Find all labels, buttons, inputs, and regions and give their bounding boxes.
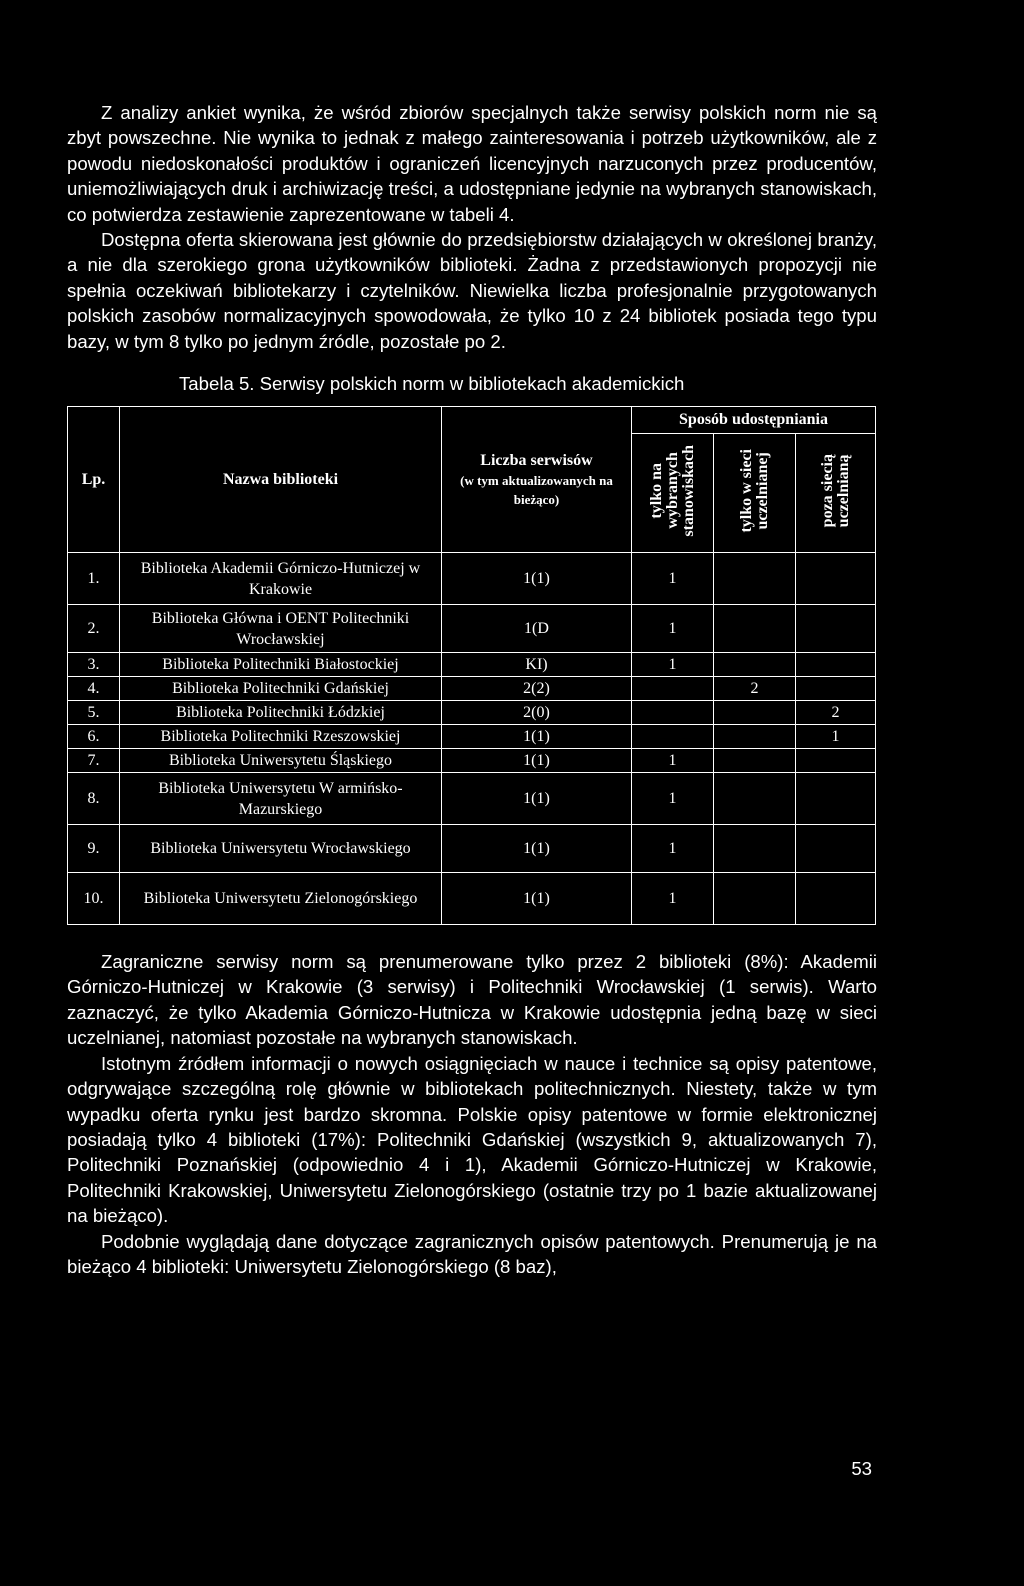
row-name: Biblioteka Główna i OENT Politechniki Wrocławskiej bbox=[120, 605, 442, 653]
row-c3: 2 bbox=[796, 701, 876, 725]
row-name: Biblioteka Politechniki Gdańskiej bbox=[120, 677, 442, 701]
row-c1: 1 bbox=[632, 873, 714, 925]
row-c2 bbox=[714, 749, 796, 773]
header-access-group: Sposób udostępniania bbox=[632, 407, 876, 434]
row-c3 bbox=[796, 873, 876, 925]
table-row bbox=[68, 653, 876, 677]
row-lp: 2. bbox=[68, 605, 120, 653]
table-row bbox=[68, 873, 876, 925]
row-c3: 1 bbox=[796, 725, 876, 749]
table-row bbox=[68, 825, 876, 873]
table-row bbox=[68, 749, 876, 773]
row-lp: 4. bbox=[68, 677, 120, 701]
row-c1 bbox=[632, 677, 714, 701]
row-c1: 1 bbox=[632, 605, 714, 653]
page-body bbox=[67, 100, 877, 1279]
row-lp: 5. bbox=[68, 701, 120, 725]
page-number: 53 bbox=[851, 1458, 872, 1479]
row-c2 bbox=[714, 701, 796, 725]
row-c3 bbox=[796, 653, 876, 677]
row-lp: 7. bbox=[68, 749, 120, 773]
row-lp: 3. bbox=[68, 653, 120, 677]
row-count: 1(1) bbox=[442, 773, 632, 825]
row-count: 1(D bbox=[442, 605, 632, 653]
row-c1 bbox=[632, 701, 714, 725]
norms-table bbox=[67, 406, 876, 925]
row-c1: 1 bbox=[632, 653, 714, 677]
row-count: 2(2) bbox=[442, 677, 632, 701]
row-c3 bbox=[796, 553, 876, 605]
row-c2 bbox=[714, 653, 796, 677]
paragraph-5: Podobnie wyglądają dane dotyczące zagranicznych opisów patentowych. Prenumerują je na bieżąco 4 biblioteki: Uniwersytetu Zielonogórskiego (8 baz), bbox=[67, 1230, 877, 1277]
row-c1: 1 bbox=[632, 773, 714, 825]
header-col-outside-label: poza siecią uczelnianą bbox=[818, 453, 852, 528]
bottom-text bbox=[67, 949, 877, 1279]
row-c1: 1 bbox=[632, 553, 714, 605]
row-c3 bbox=[796, 749, 876, 773]
row-name: Biblioteka Politechniki Białostockiej bbox=[120, 653, 442, 677]
row-c1: 1 bbox=[632, 749, 714, 773]
row-count: 2(0) bbox=[442, 701, 632, 725]
row-count: KI) bbox=[442, 653, 632, 677]
header-name: Nazwa biblioteki bbox=[120, 407, 442, 553]
header-col-intranet bbox=[714, 434, 796, 553]
row-name: Biblioteka Politechniki Łódzkiej bbox=[120, 701, 442, 725]
table-caption: Tabela 5. Serwisy polskich norm w bibliotekach akademickich bbox=[179, 373, 685, 395]
row-c3 bbox=[796, 773, 876, 825]
row-c2 bbox=[714, 553, 796, 605]
table-row bbox=[68, 677, 876, 701]
row-count: 1(1) bbox=[442, 873, 632, 925]
header-count-sub: (w tym aktualizowanych na bieżąco) bbox=[460, 472, 613, 507]
row-count: 1(1) bbox=[442, 749, 632, 773]
row-lp: 9. bbox=[68, 825, 120, 873]
row-name: Biblioteka Uniwersytetu Śląskiego bbox=[120, 749, 442, 773]
row-c3 bbox=[796, 605, 876, 653]
paragraph-3: Zagraniczne serwisy norm są prenumerowane tylko przez 2 biblioteki (8%): Akademii Górniczo-Hutniczej w Krakowie (3 serwisy) i Politechniki Wrocławskiej (1 serwis). Warto zaznaczyć, że tylko Akademia Górniczo-Hutnicza w Krakowie udostępnia jedną bazę w sieci uczelnianej, natomiast pozostałe na wybranych stanowiskach. bbox=[67, 951, 877, 1049]
row-lp: 1. bbox=[68, 553, 120, 605]
row-lp: 10. bbox=[68, 873, 120, 925]
row-lp: 6. bbox=[68, 725, 120, 749]
header-count-main: Liczba serwisów bbox=[480, 451, 593, 469]
paragraph-1: Z analizy ankiet wynika, że wśród zbiorów specjalnych także serwisy polskich norm nie są zbyt powszechne. Nie wynika to jednak z małego zainteresowania i potrzeb użytkowników, ale z powodu niedoskonałości produktów i ograniczeń licencyjnych narzuconych przez producentów, uniemożliwiających druk i archiwizację treści, a udostępniane jedynie na wybranych stanowiskach, co potwierdza zestawienie zaprezentowane w tabeli 4. bbox=[67, 102, 877, 225]
paragraph-2: Dostępna oferta skierowana jest głównie do przedsiębiorstw działających w określonej branży, a nie dla szerokiego grona użytkowników biblioteki. Żadna z przedstawionych propozycji nie spełnia oczekiwań bibliotekarzy i czytelników. Niewielka liczba profesjonalnie przygotowanych polskich zasobów normalizacyjnych spowodowała, że tylko 10 z 24 bibliotek posiada tego typu bazy, w tym 8 tylko po jednym źródle, pozostałe po 2. bbox=[67, 229, 877, 352]
row-c2: 2 bbox=[714, 677, 796, 701]
header-col-intranet-label: tylko w sieci uczelnianej bbox=[737, 448, 771, 533]
row-c2 bbox=[714, 605, 796, 653]
row-count: 1(1) bbox=[442, 553, 632, 605]
row-name: Biblioteka Uniwersytetu Zielonogórskiego bbox=[120, 873, 442, 925]
row-lp: 8. bbox=[68, 773, 120, 825]
row-c1: 1 bbox=[632, 825, 714, 873]
row-name: Biblioteka Politechniki Rzeszowskiej bbox=[120, 725, 442, 749]
row-name: Biblioteka Akademii Górniczo-Hutniczej w Krakowie bbox=[120, 553, 442, 605]
row-c3 bbox=[796, 677, 876, 701]
row-c2 bbox=[714, 873, 796, 925]
row-name: Biblioteka Uniwersytetu Wrocławskiego bbox=[120, 825, 442, 873]
paragraph-4: Istotnym źródłem informacji o nowych osiągnięciach w nauce i technice są opisy patentowe, odgrywające szczególną rolę głównie w bibliotekach politechnicznych. Niestety, także w tym wypadku oferta rynku jest bardzo skromna. Polskie opisy patentowe w formie elektronicznej posiadają tylko 4 biblioteki (17%): Politechniki Gdańskiej (wszystkich 9, aktualizowanych 7), Politechniki Poznańskiej (odpowiednio 4 i 1), Akademii Górniczo-Hutniczej w Krakowie, Politechniki Krakowskiej, Uniwersytetu Zielonogórskiego (ostatnie trzy po 1 bazie aktualizowanej na bieżąco). bbox=[67, 1052, 877, 1227]
table-row bbox=[68, 605, 876, 653]
table-row bbox=[68, 553, 876, 605]
row-count: 1(1) bbox=[442, 725, 632, 749]
table-row bbox=[68, 725, 876, 749]
row-c2 bbox=[714, 773, 796, 825]
row-count: 1(1) bbox=[442, 825, 632, 873]
header-col-outside bbox=[796, 434, 876, 553]
row-name: Biblioteka Uniwersytetu W armińsko-Mazurskiego bbox=[120, 773, 442, 825]
header-count bbox=[442, 407, 632, 553]
table-row bbox=[68, 701, 876, 725]
row-c2 bbox=[714, 825, 796, 873]
header-col-stations-label: tylko na wybranych stanowiskach bbox=[647, 444, 697, 537]
table-row bbox=[68, 773, 876, 825]
row-c1 bbox=[632, 725, 714, 749]
row-c3 bbox=[796, 825, 876, 873]
header-col-stations bbox=[632, 434, 714, 553]
header-lp: Lp. bbox=[68, 407, 120, 553]
row-c2 bbox=[714, 725, 796, 749]
